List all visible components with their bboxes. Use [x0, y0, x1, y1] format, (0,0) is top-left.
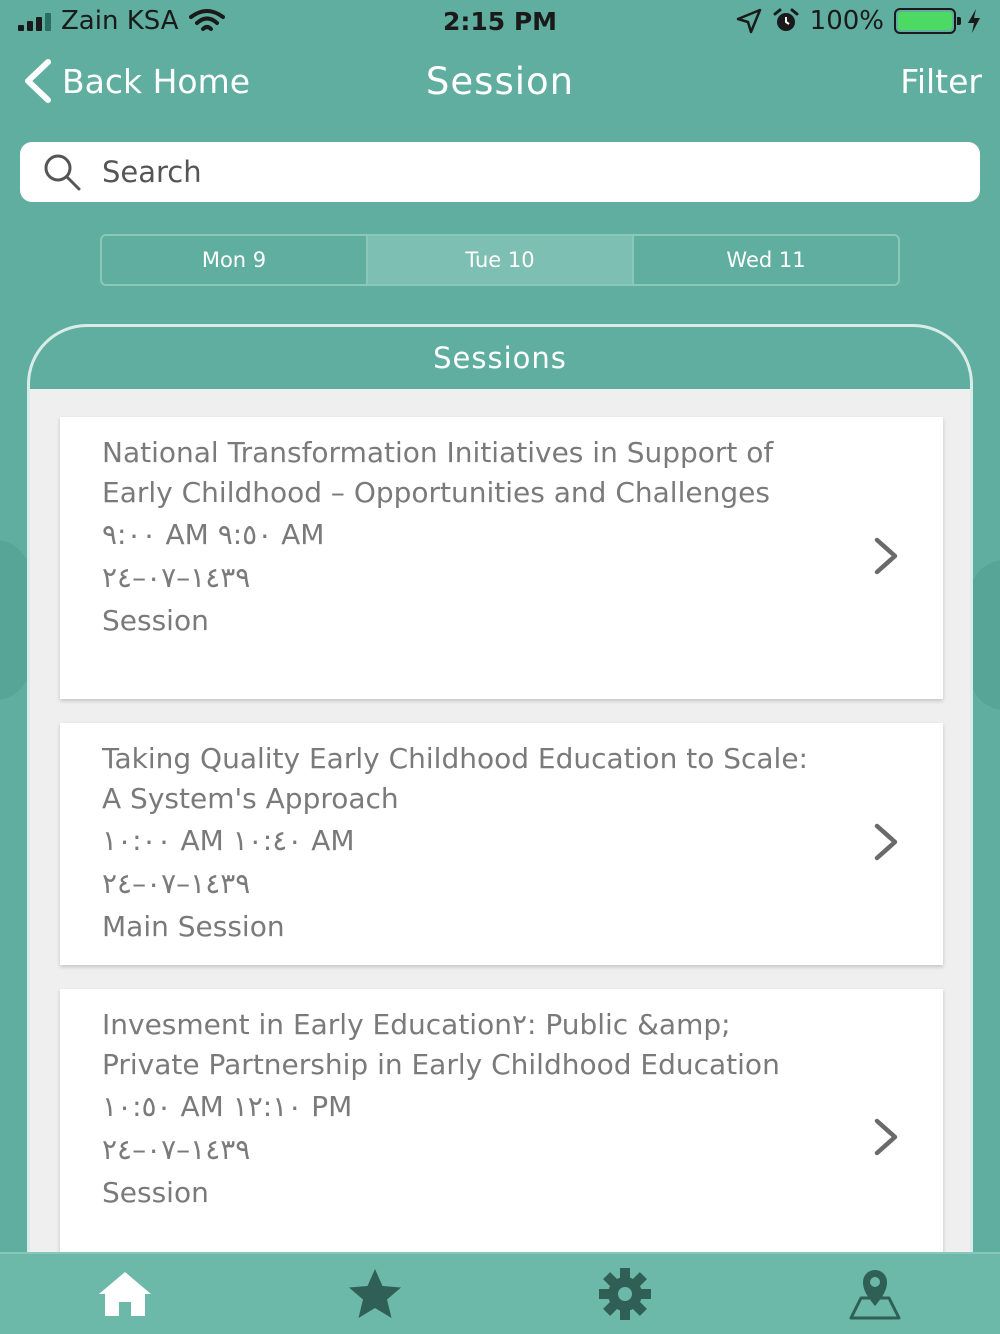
session-card-body [60, 989, 943, 1214]
day-tab-1[interactable]: Tue 10 [368, 236, 634, 284]
back-home-button[interactable] [22, 58, 250, 104]
location-arrow-icon [736, 8, 762, 34]
status-right [736, 6, 982, 36]
charging-bolt-icon [966, 8, 982, 34]
background-shape-right [970, 560, 1000, 710]
session-type: Session [102, 604, 209, 637]
battery-percent: 100% [809, 6, 884, 36]
search-input[interactable] [102, 155, 942, 189]
star-icon [345, 1266, 405, 1322]
filter-button[interactable]: Filter [900, 62, 982, 101]
session-date: ١٤٣٩–٠٧–٢٤ [102, 1133, 251, 1166]
signal-icon [18, 11, 51, 31]
search-icon [42, 152, 82, 192]
bottom-tab-bar [0, 1252, 1000, 1334]
session-title: Taking Quality Early Childhood Education to Scale: A System's Approach [102, 742, 808, 815]
gear-icon [595, 1266, 655, 1322]
background-shape-left [0, 540, 30, 700]
tab-favorites[interactable] [335, 1264, 415, 1324]
session-card[interactable] [60, 417, 943, 699]
status-time: 2:15 PM [442, 6, 558, 36]
map-pin-icon [845, 1266, 905, 1322]
page-title: Session [425, 60, 575, 103]
session-title: National Transformation Initiatives in Support of Early Childhood – Opportunities and Challenges [102, 436, 774, 509]
session-type: Main Session [102, 910, 285, 943]
search-bar[interactable] [20, 142, 980, 202]
carrier-name: Zain KSA [61, 6, 179, 36]
status-left [18, 6, 225, 36]
tab-map[interactable] [835, 1264, 915, 1324]
status-bar [0, 0, 1000, 42]
session-time: ١٠:٠٠ AM ١٠:٤٠ AM [102, 824, 355, 857]
sessions-header: Sessions [30, 327, 970, 389]
tab-settings[interactable] [585, 1264, 665, 1324]
session-card-body [60, 723, 943, 948]
session-card-body [60, 417, 943, 642]
battery-icon [894, 8, 956, 34]
session-date: ١٤٣٩–٠٧–٢٤ [102, 561, 251, 594]
day-tab-0[interactable]: Mon 9 [102, 236, 368, 284]
day-segmented-control [100, 234, 900, 286]
session-card[interactable] [60, 723, 943, 965]
navigation-bar [0, 52, 1000, 112]
session-time: ١٠:٥٠ AM ١٢:١٠ PM [102, 1090, 353, 1123]
session-card[interactable] [60, 989, 943, 1284]
wifi-icon [189, 8, 225, 34]
home-icon [95, 1266, 155, 1322]
back-home-label: Back Home [62, 61, 251, 101]
session-time: ٩:٠٠ AM ٩:٥٠ AM [102, 518, 325, 551]
session-date: ١٤٣٩–٠٧–٢٤ [102, 867, 251, 900]
chevron-right-icon [869, 822, 903, 862]
chevron-right-icon [869, 1117, 903, 1157]
chevron-right-icon [869, 536, 903, 576]
session-type: Session [102, 1176, 209, 1209]
chevron-left-icon [22, 58, 52, 104]
alarm-icon [772, 7, 800, 35]
session-title: Invesment in Early Education٢: Public &amp; Private Partnership in Early Childhood Education [102, 1008, 780, 1081]
day-tab-2[interactable]: Wed 11 [726, 248, 806, 272]
tab-home[interactable] [85, 1264, 165, 1324]
sessions-panel [27, 324, 973, 1284]
